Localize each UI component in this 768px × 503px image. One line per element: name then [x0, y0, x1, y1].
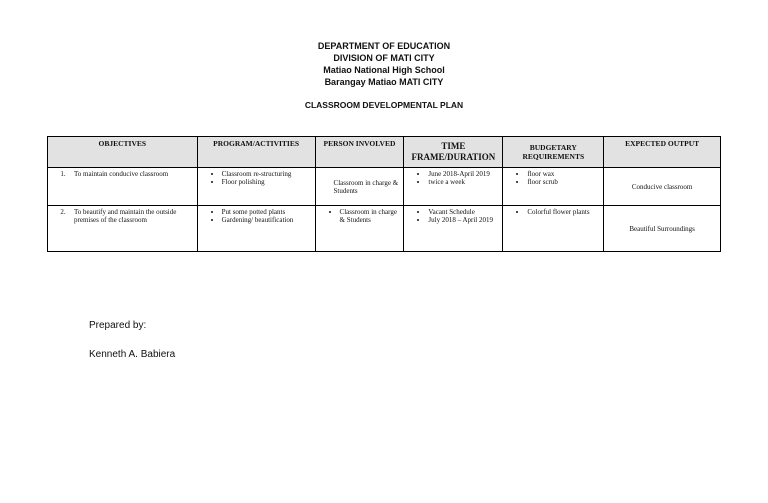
time-cell: [404, 206, 503, 252]
program-item: • Floor polishing: [222, 178, 311, 186]
budget-cell: [503, 206, 604, 252]
header-person-involved: PERSON INVOLVED: [315, 137, 404, 168]
header-budget-line1: BUDGETARY: [529, 143, 577, 152]
budget-cell: [503, 168, 604, 206]
header-time-line2: FRAME/DURATION: [411, 152, 496, 162]
header-budgetary: [503, 137, 604, 168]
objective-cell: [48, 206, 198, 252]
person-cell: Classroom in charge & Students: [315, 168, 404, 206]
objective-text: To maintain conducive classroom: [74, 170, 169, 178]
plan-title: CLASSROOM DEVELOPMENTAL PLAN: [304, 100, 464, 110]
time-cell: [404, 168, 503, 206]
school-name: Matiao National High School: [323, 65, 445, 75]
program-cell: [197, 168, 315, 206]
header-objectives: OBJECTIVES: [48, 137, 198, 168]
time-item: • July 2018 – April 2019: [428, 216, 498, 224]
person-item: • Classroom in charge & Students: [340, 208, 400, 224]
output-cell: Beautiful Surroundings: [604, 206, 721, 252]
prepared-by-name: Kenneth A. Babiera: [89, 349, 176, 360]
document-header: [0, 40, 768, 88]
program-item: • Put some potted plants: [222, 208, 311, 216]
program-cell: [197, 206, 315, 252]
barangay-name: Barangay Matiao MATI CITY: [324, 77, 444, 87]
budget-item: • floor scrub: [527, 178, 599, 186]
objective-cell: [48, 168, 198, 206]
person-cell: [315, 206, 404, 252]
row-number: 1.: [60, 170, 66, 178]
header-time-frame: [404, 137, 503, 168]
table-row: [48, 168, 721, 206]
header-time-line1: TIME: [441, 141, 466, 151]
time-item: • Vacant Schedule: [428, 208, 498, 216]
time-item: • June 2018-April 2019: [428, 170, 498, 178]
time-item: • twice a week: [428, 178, 498, 186]
budget-item: • Colorful flower plants: [527, 208, 599, 216]
budget-item: • floor wax: [527, 170, 599, 178]
header-program-activities: PROGRAM/ACTIVITIES: [197, 137, 315, 168]
program-item: • Classroom re-structuring: [222, 170, 311, 178]
objective-text: To beautify and maintain the outside premises of the classroom: [74, 208, 177, 224]
program-item: • Gardening/ beautification: [222, 216, 311, 224]
header-budget-line2: REQUIREMENTS: [522, 152, 585, 161]
division-name: DIVISION OF MATI CITY: [333, 53, 435, 63]
table-header-row: [48, 137, 721, 168]
row-number: 2.: [60, 208, 66, 216]
department-name: DEPARTMENT OF EDUCATION: [317, 41, 451, 51]
output-cell: Conducive classroom: [604, 168, 721, 206]
table-row: [48, 206, 721, 252]
prepared-by-label: Prepared by:: [89, 320, 147, 331]
plan-table: [47, 136, 721, 252]
header-expected-output: EXPECTED OUTPUT: [604, 137, 721, 168]
